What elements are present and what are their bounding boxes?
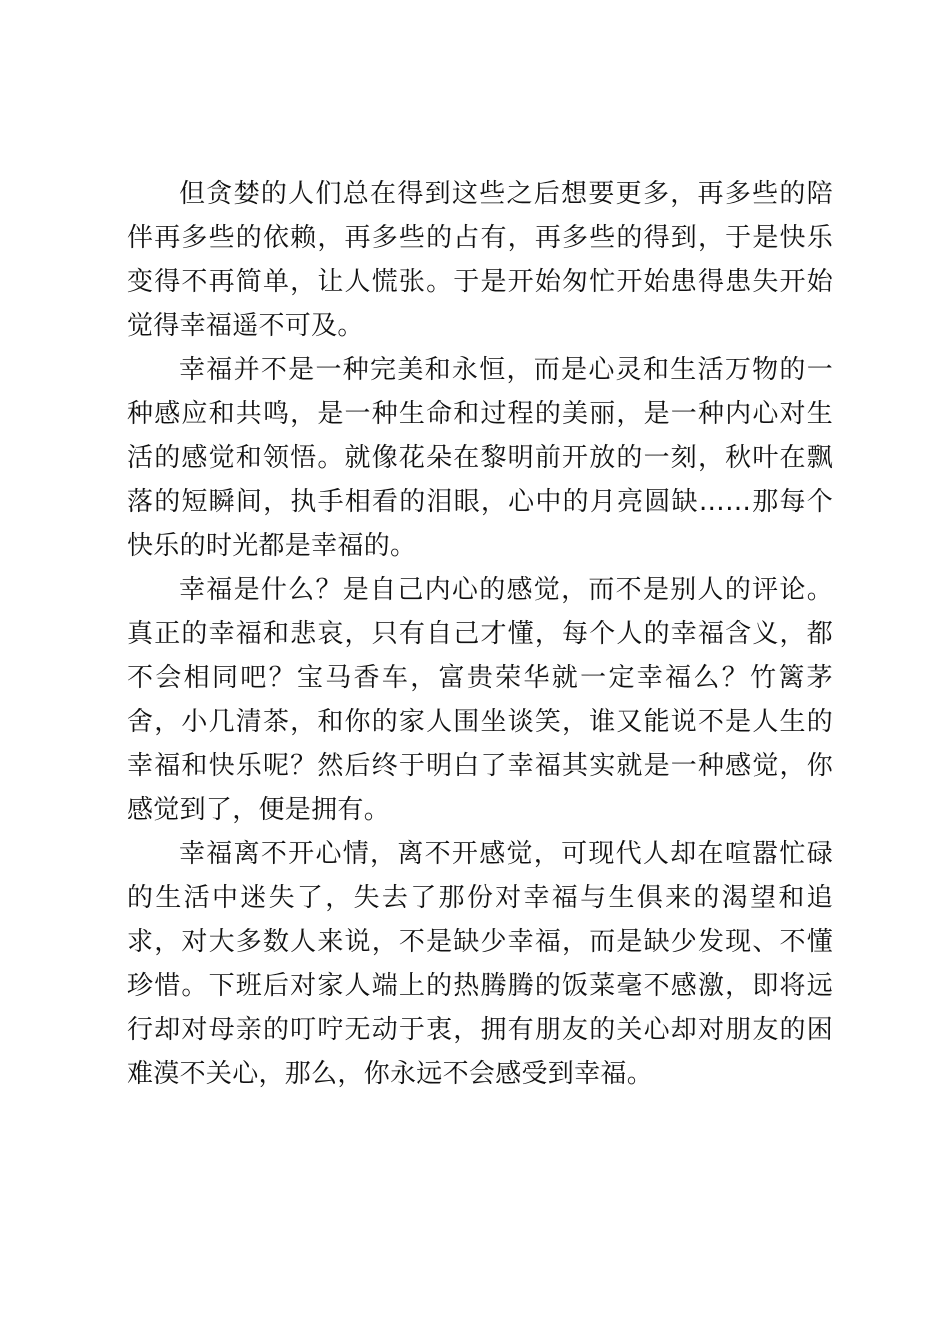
paragraph-happiness-definition: 幸福并不是一种完美和永恒，而是心灵和生活万物的一种感应和共鸣，是一种生命和过程的美丽，是一种内心对生活的感觉和领悟。就像花朵在黎明前开放的一刻，秋叶在飘落的短瞬间，执手相看的泪眼，心中的月亮圆缺……那每个快乐的时光都是幸福的。	[127, 355, 833, 561]
paragraph-greed: 但贪婪的人们总在得到这些之后想要更多，再多些的陪伴再多些的依赖，再多些的占有，再多些的得到，于是快乐变得不再简单，让人慌张。于是开始匆忙开始患得患失开始觉得幸福遥不可及。	[127, 179, 833, 341]
document-body	[127, 172, 833, 1096]
paragraph-what-is-happiness: 幸福是什么？是自己内心的感觉，而不是别人的评论。真正的幸福和悲哀，只有自己才懂，每个人的幸福含义，都不会相同吧？宝马香车，富贵荣华就一定幸福么？竹篱茅舍，小几清茶，和你的家人围坐谈笑，谁又能说不是人生的幸福和快乐呢？然后终于明白了幸福其实就是一种感觉，你感觉到了，便是拥有。	[127, 575, 833, 825]
paragraph-happiness-and-feeling: 幸福离不开心情，离不开感觉，可现代人却在喧嚣忙碌的生活中迷失了，失去了那份对幸福与生俱来的渴望和追求，对大多数人来说，不是缺少幸福，而是缺少发现、不懂珍惜。下班后对家人端上的热腾腾的饭菜毫不感激，即将远行却对母亲的叮咛无动于衷，拥有朋友的关心却对朋友的困难漠不关心，那么，你永远不会感受到幸福。	[127, 839, 833, 1089]
